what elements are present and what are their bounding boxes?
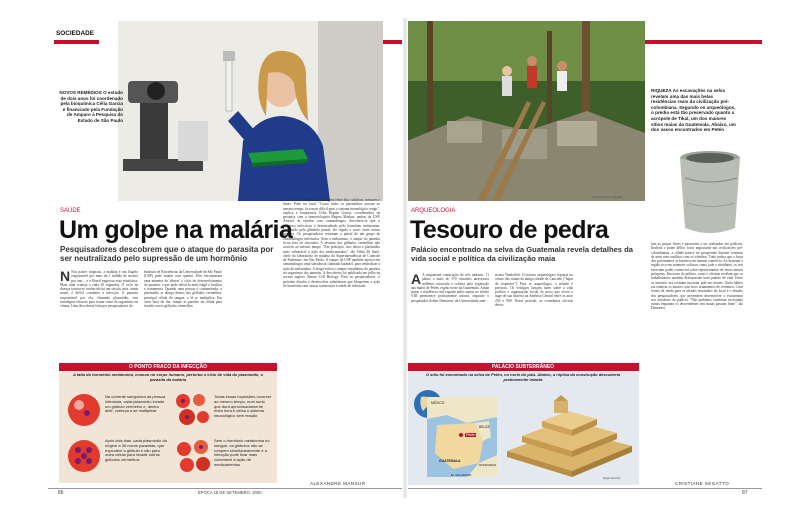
left-body-col1 — [60, 270, 138, 365]
left-body-col3: melhos. Esse ataque em massa gera febre alta, calafrios, tremores e dores. Pode ser fatal. "Como todos os plasmódios atacam ao mesmo tempo, fica mais difícil para o sistema imunológico reagir", explica a bioquímica Célia Regina Garcia, coordenadora da pesquisa com a farmacologista Regina Markus, ambas da USP. Através de estudos com camundongos, descobriu-se que o processo infeccioso é desencadeado pelo hormônio melatonina. Produzido pela glândula pineal, ele regula o sono, entre outras funções. Os pesquisadores retiraram a pineal de um grupo de camundongos infectados. Sem a melatonina, o ataque do parasita ficou fora de sincronia. A invasão dos glóbulos vermelhos não ocorreu ao mesmo tempo. "Em princípio, isso deixa o plasmódio mais vulnerável à ação dos medicamentos", diz Sílvia Di Santi, chefe do laboratório de malária da Superintendência de Controle de Endemias, em São Paulo. A equipe da USP também injetou em camundongos uma substância chamada luzindol, para neutralizar a ação da melatonina. A droga evitou o ataque simultâneo do parasita no organismo dos animais. A descoberta foi publicada em julho na revista inglesa Nature Cell Biology. Para os pesquisadores, o próximo desafio é desenvolver substâncias que bloqueiem a ação do hormônio sem causar transtornos à saúde do infectado. — [283, 198, 380, 288]
cell-illustration-2 — [173, 391, 213, 429]
right-headline: Tesouro de pedra — [410, 216, 609, 244]
map-label-honduras: HONDURAS — [479, 463, 497, 467]
right-body-col1 — [411, 273, 489, 365]
cell-illustration-4 — [173, 437, 213, 475]
map-label-el-salvador: EL SALVADOR — [451, 473, 472, 477]
map-label-belize: BELIZE — [479, 425, 490, 429]
right-page — [407, 18, 762, 498]
left-bottom-rule — [48, 488, 403, 489]
right-dropcap: A — [411, 273, 422, 287]
gutter-shadow — [402, 18, 408, 498]
left-signature: ALEXANDRE MANSUR — [310, 481, 366, 486]
lab-photo-illustration — [118, 21, 383, 201]
palace-replica — [502, 391, 636, 479]
section-rule — [54, 40, 99, 44]
cell-illustration-3 — [65, 437, 103, 475]
map-label-guatemala: GUATEMALA — [439, 459, 461, 463]
left-infobox — [59, 363, 277, 483]
left-infobox-title: O PONTO FRACO DA INFECÇÃO — [59, 363, 277, 371]
left-body-col2: Instituto de Biociências da Universidade de São Paulo (USP) pode mudar esse quadro. Eles encontraram uma maneira de 'alterar' o ciclo de desenvolvimento do parasita, o que pode deixá-lo mais frágil e facilitar o tratamento. Quando uma pessoa é contaminada, o plasmódio se abriga dentro dos glóbulos vermelhos, principal célula do sangue, e lá se multiplica. Em certa hora do dia, rompe as paredes da célula para invadir novos glóbulos vermelhos — [144, 270, 222, 309]
lab-photo — [118, 21, 383, 201]
left-photo-caption — [58, 90, 123, 124]
left-headline: Um golpe na malária — [59, 216, 293, 244]
jungle-photo — [407, 21, 645, 201]
folio-center: ÉPOCA 18 DE SETEMBRO, 2000 — [198, 490, 262, 495]
left-kicker: SAÚDE — [60, 208, 81, 214]
right-body-col2: ricana Vanderbilt. O tesouro arqueológico repousa no centro das ruínas da antiga cidade de Cancuén ("lugar de serpentes"). Para os arqueólogos, o achado é precioso. Os vestígios lançam luzes sobre a vida política e organização social do povo que viveu o auge de sua história na América Central entre os anos 250 e 900. Nesse período, as cerimônias oficiais deixa- — [495, 273, 573, 308]
left-photo-caption-title: NOVOS REMÉDIOS — [59, 90, 102, 95]
right-photo-caption-text: As escavações na selva revelam uma das mais belas residências reais da civilização pré-colombiana. Segundo os arqueólogos, o prédio está tão preservado quanto a acrópole de Tikal, um dos maiores sítios maias da Guatemala. Abaixo, um dos vasos encontrados em Petén — [651, 88, 736, 133]
map-label-mexico: MÉXICO — [431, 401, 445, 405]
right-body-col3: tam as praças livres e passavam a ser realizadas em palácios. Embora o poder bélico fosse importante nas civilizações pré-colombianas, a cidade parece ter prosperado durante centenas de anos sem conflitos com os vizinhos. Tudo indica que a força dos governantes se baseava em intenso comércio. Ao dominar a região rica em minerais valiosos como jade e obsidiana, os reis exerciam poder comercial sobre representantes de terras menos prósperas. Em torno do palácio, casas e oficinas revelam que os trabalhadores também desfrutavam bom padrão de vida. Entre os artesãos, era costume incrustar jade nos dentes. Outro hábito era enterrar os mortos com ricos ornamentos de cerâmica. Criar fontes de renda para os aliados mostrados do local é o desafio dos pesquisadores, que pretendem desenvolver o ecoturismo nos arredores do palácio. "Não podemos continuar escavando ruínas enquanto os descendentes dos maias passam fome", diz Demarest. — [651, 242, 743, 311]
left-body-col1-text: Nos países tropicais, a malária é um flagelo responsável por mais de 1 milhão de mortes por ano – e o Brasil engrossa essa estatística. Mata uma criança a cada 30 segundos. O ciclo da doença tornou-se conhecido há um século, mas, ainda assim, é difícil combater a infecção. O parasita responsável por ela, chamado plasmódio, tem estratégias eficazes para tornar custa do organismo da vítima. Uma descoberta feita por pesquisadores do — [60, 270, 138, 309]
jungle-photo-illustration — [407, 21, 645, 201]
right-kicker: ARQUEOLOGIA — [411, 208, 456, 214]
left-page-number: 86 — [58, 490, 64, 496]
left-infobox-step3: Após dois dias, cada plasmódio dá origem a 36 novos parasitas, que explodem o glóbulo e vão para outra célula para invadir outros glóbulos vermelhos — [105, 438, 167, 463]
left-photo-caption-text: O estudo de dois anos foi coordenado pela bioquímica Célia Garcia e financiado pela Fundação de Amparo à Pesquisa do Estado de São Paulo — [60, 90, 123, 123]
map-label-peten: Petén — [466, 433, 476, 437]
left-subhead: Pesquisadores descobrem que o ataque do parasita por ser neutralizado pelo supressão de um hormônio — [60, 245, 274, 264]
left-infobox-subtitle: A falta do hormônio melatonina, comum no corpo humano, perturba o ciclo de vida do plasmódio, o parasita da malária — [72, 372, 264, 382]
mayan-vase — [675, 148, 745, 238]
left-infobox-step1: Na corrente sanguínea da pessoa infectada, cada plasmódio invade um glóbulo vermelho e, dentro dele, começa a se multiplicar — [105, 394, 166, 414]
photo-credit: Fotos Cristopher Sidewalk — [592, 196, 623, 199]
right-infobox — [407, 363, 639, 485]
left-dropcap: N — [60, 270, 71, 284]
right-infobox-subtitle: O sítio foi encontrado na selva de Petén, no norte do país. Abaixo, a réplica da construção descoberta praticamente intacta — [425, 372, 621, 382]
right-infobox-title: PALÁCIO SUBTERRÂNEO — [407, 363, 639, 371]
right-bottom-rule — [407, 488, 762, 489]
right-body-col1-text: A imponente construção de três andares, 11 pátios e mais de 170 cômodos atravessou milênios soterrada e coberta pela vegetação nas matas de Petén, região norte da Guatemala. Ainda assim a residência real erguida pelos maias no século VIII permanece praticamente intacta, segundo o pesquisador Arthur Demarest, da Universidade ame- — [411, 273, 489, 303]
left-page — [48, 18, 403, 498]
right-subhead: Palácio encontrado na selva da Guatemala revela detalhes da vida social e política da civilização maia — [411, 245, 634, 263]
right-photo-caption-title: RIQUEZA — [651, 88, 672, 93]
cell-illustration-1 — [65, 391, 103, 429]
right-signature: CRISTIANE SEGATTO — [675, 481, 730, 486]
right-infobox-credit: Edgar Dendros — [603, 477, 621, 480]
magazine-spread — [48, 18, 762, 498]
left-infobox-step4: Sem o hormônio melatonina no sangue, os glóbulos não se rompem simultaneamente e a infecção pode ficar mais vulnerável à ação de medicamentos — [214, 438, 270, 467]
right-photo-caption — [651, 88, 739, 133]
section-label: SOCIEDADE — [56, 30, 94, 37]
right-page-number: 87 — [742, 490, 748, 496]
left-infobox-step2: Todas essas explosões ocorrem ao mesmo tempo, num surto que dura aproximadamente meia hora e deixa o sistema imunológico sem reação — [214, 394, 272, 419]
